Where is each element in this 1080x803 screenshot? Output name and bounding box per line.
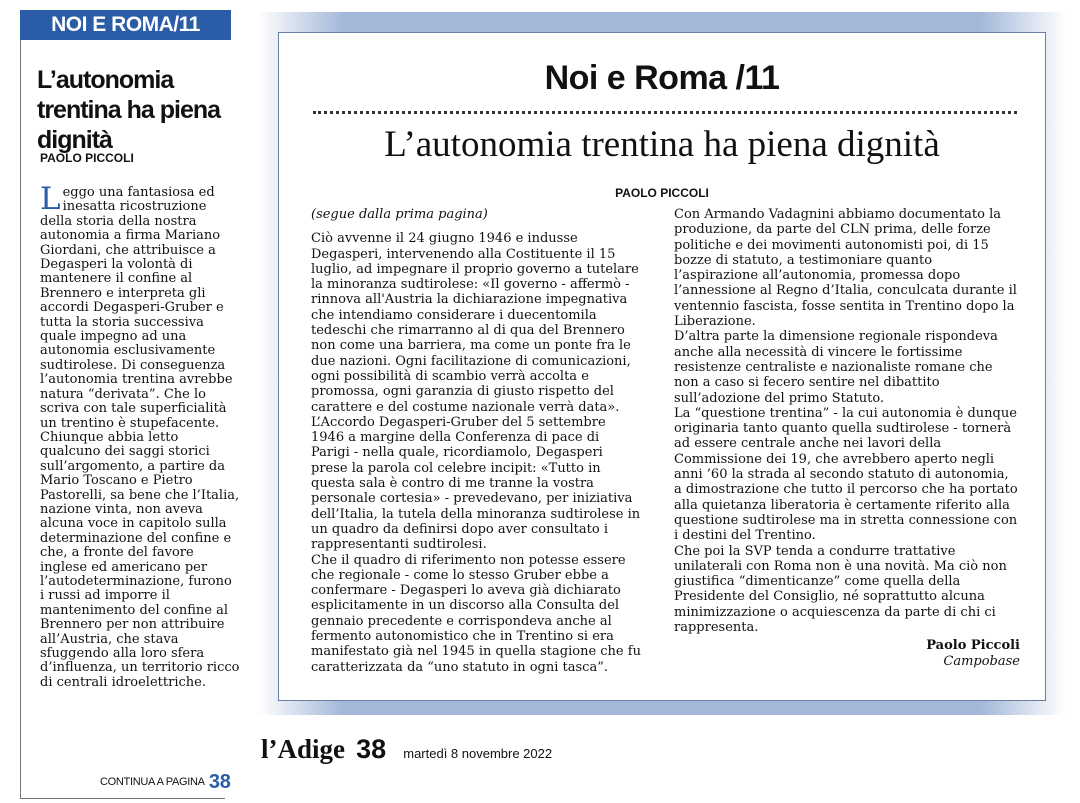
continue-link[interactable]	[100, 768, 230, 791]
article-box	[278, 32, 1046, 701]
page-number: 38	[356, 734, 387, 764]
paragraph: Che il quadro di riferimento non potesse essere che regionale - come lo stesso Gruber ebbe a confermare - Degasperi lo aveva già dichiarato esplicitamente in un discorso alla Consulta del gennaio precedente e corrispondeva anche al fermento autonomistico che in Trentino si era manifestato già nel 1945 in quella stagione che fu caratterizzata da “uno statuto in ogni tasca”.	[311, 552, 641, 675]
issue-date: martedì 8 novembre 2022	[403, 746, 553, 761]
paragraph: L’Accordo Degasperi-Gruber del 5 settembre 1946 a margine della Conferenza di pace di Parigi - nella quale, ricordiamolo, Degasperi prese la parola col celebre incipit: «Tutto in questa sala è contro di me tranne la vostra personale cortesia» - prevedevano, per iniziativa dell’Italia, la tutela della minoranza sudtirolese in un quadro da definirsi dopo aver consultato i rappresentanti sudtirolesi.	[311, 414, 641, 553]
column-bottom-rule	[20, 798, 225, 799]
page-footer	[261, 734, 552, 774]
article-headline: L’autonomia trentina ha piena dignità	[384, 124, 940, 165]
article-column-1	[311, 207, 641, 675]
dotted-divider	[313, 111, 1017, 114]
sidebar-title: L’autonomia trentina ha piena dignità	[37, 66, 221, 154]
paragraph: D’altra parte la dimensione regionale rispondeva anche alla necessità di vincere le fortissime resistenze centraliste e nazionaliste romane che non a caso si fecero sentire nel dibattito sull’adozione del primo Statuto.	[674, 329, 998, 406]
newspaper-logo: l’Adige	[261, 734, 345, 764]
paragraph: Con Armando Vadagnini abbiamo documentato la produzione, da parte del CLN prima, delle forze politiche e dei movimenti autonomisti poi, di 15 bozze di statuto, a testimoniare quanto l’aspirazione all’autonomia, promessa dopo l’annessione al Regno d’Italia, conculcata durante il ventennio fascista, fosse sentita in Trentino dopo la Liberazione.	[674, 207, 1017, 330]
segue-note: (segue dalla prima pagina)	[311, 207, 488, 222]
article-author: PAOLO PICCOLI	[615, 186, 709, 200]
signature: Paolo Piccoli	[926, 638, 1020, 654]
paragraph: Che poi la SVP tenda a condurre trattative unilaterali con Roma non è una novità. Ma ciò non giustifica “dimenticanze” come quella della Presidente del Consiglio, né soprattutto alcuna minimizzazione o acquiescenza da parte di chi ci rappresenta.	[674, 543, 1007, 636]
drop-cap: L	[40, 181, 61, 217]
continue-label: CONTINUA A PAGINA	[100, 776, 205, 788]
paragraph: Ciò avvenne il 24 giugno 1946 e indusse Degasperi, intervenendo alla Costituente il 15 luglio, ad impegnare il proprio governo a tutelare la minoranza sudtirolese: «Il governo - affermò - rinnova all'Austria la dichiarazione impegnativa che intendiamo considerare i duecentomila tedeschi che rimarranno al di qua del Brennero non come una barriera, ma come un ponte fra le due nazioni. Ogni facilitazione di comunicazioni, ogni possibilità di scambio verrà accolta e promossa, ogni garanzia di giusto rispetto del carattere e del costume nazionale verrà data».	[311, 231, 639, 415]
section-banner: NOI E ROMA/11	[20, 10, 231, 40]
sidebar-body-text: eggo una fantasiosa ed inesatta ricostruzione della storia della nostra autonomia a firma Mariano Giordani, che attribuisce a Degasperi la volontà di mantenere il confine al Brennero e interpreta gli accordi Degasperi-Gruber e tutta la storia successiva quale impegno ad una autonomia esclusivamente sudtirolese. Di conseguenza l’autonomia trentina avrebbe natura “derivata”. Che lo scriva con tale superficialità un trentino è stupefacente. Chiunque abbia letto qualcuno dei saggi storici sull’argomento, a partire da Mario Toscano e Pietro Pastorelli, sa bene che l’Italia, nazione vinta, non aveva alcuna voce in capitolo sulla determinazione del confine e che, a fronte del favore inglese ed americano per l’autodeterminazione, furono i russi ad imporre il mantenimento del confine al Brennero per non attribuire all’Austria, che stava sfuggendo alla loro sfera d’influenza, un territorio ricco di centrali idroelettriche.	[40, 185, 240, 690]
sidebar-body	[40, 181, 240, 690]
column-left-rule	[20, 40, 21, 798]
article-frame	[258, 12, 1066, 715]
continue-page-number: 38	[208, 771, 231, 793]
paragraph: La “questione trentina” - la cui autonomia è dunque originaria tanto quanto quella sudtirolese - tornerà ad essere centrale anche nei lavori della Commissione dei 19, che avrebbero aperto negli anni ’60 la strada al secondo statuto di autonomia, a dimostrazione che tutto il percorso che ha portato alla quietanza liberatoria è certamente riferito alla questione sudtirolese ma in stretta connessione con i destini del Trentino.	[674, 405, 1018, 544]
section-title: Noi e Roma /11	[544, 59, 780, 97]
sidebar-author: PAOLO PICCOLI	[40, 151, 134, 165]
article-column-2	[674, 207, 1020, 669]
sidebar-column	[20, 10, 240, 793]
signature-place: Campobase	[943, 653, 1020, 669]
